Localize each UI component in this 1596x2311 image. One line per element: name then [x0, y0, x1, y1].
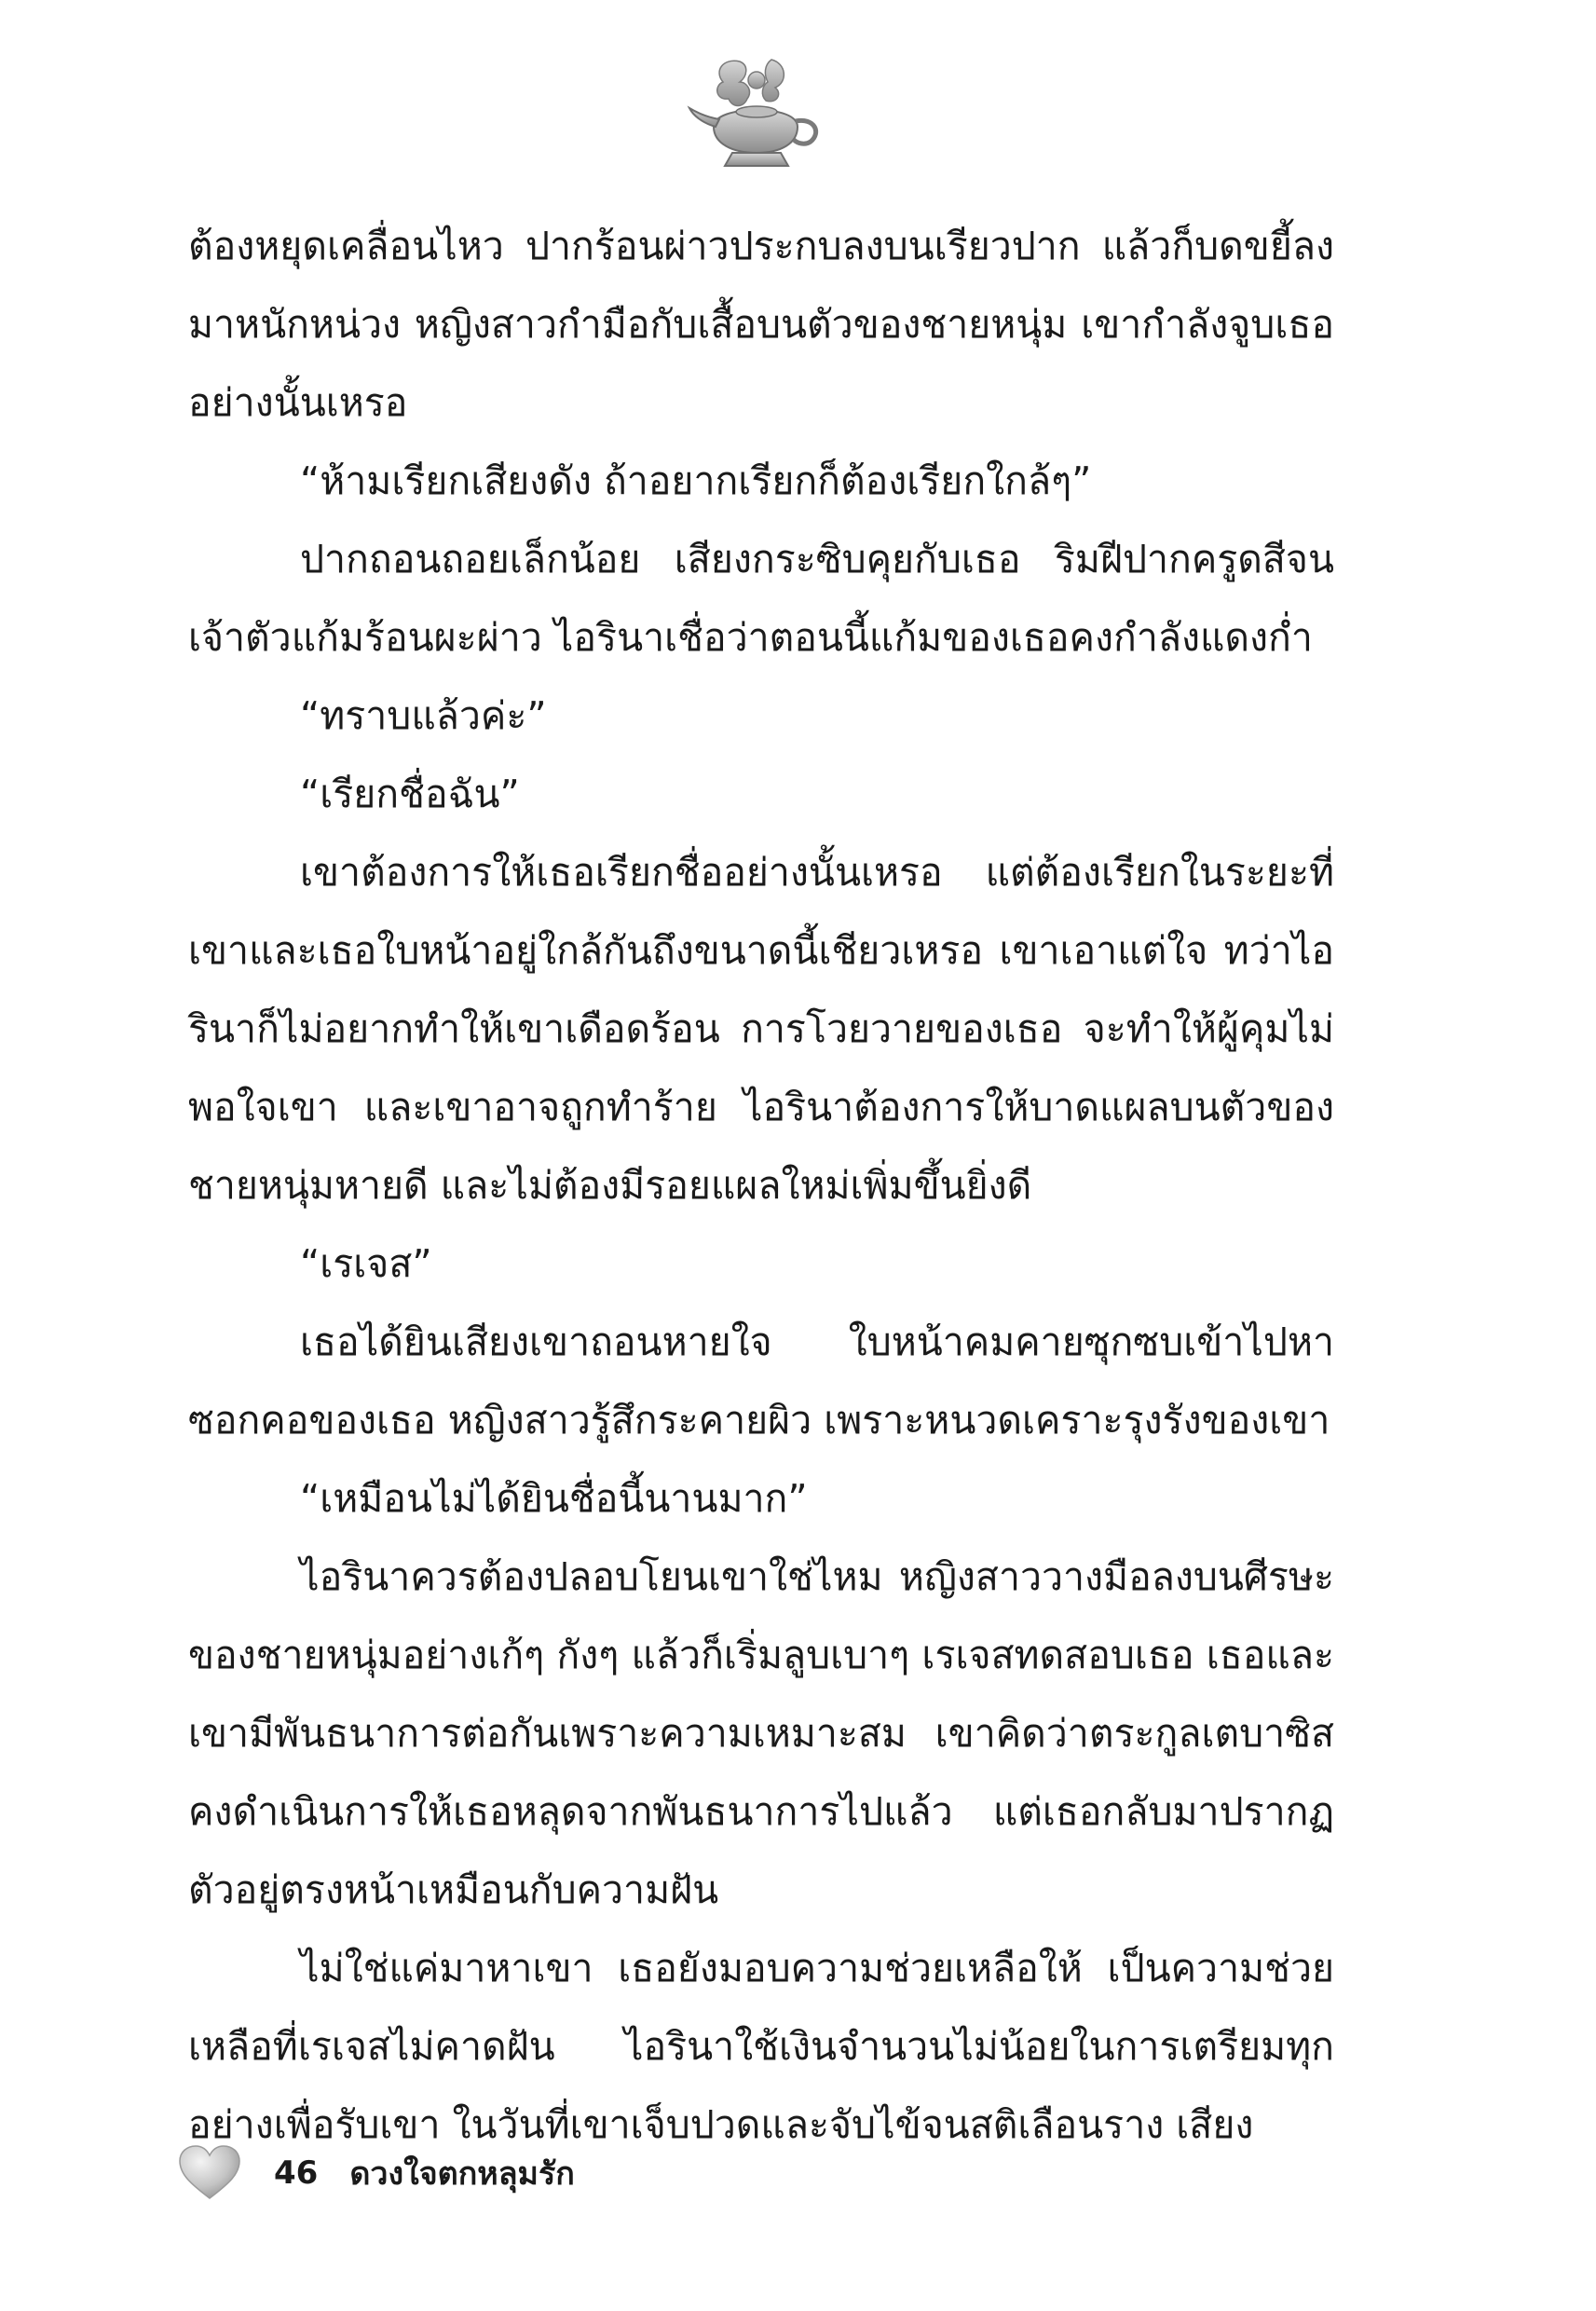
paragraph: ปากถอนถอยเล็กน้อย เสียงกระซิบคุยกับเธอ ริมฝีปากครูดสีจนเจ้าตัวแก้มร้อนผะผ่าว ไอรินาเชื่อว่าตอนนี้แก้มของเธอคงกำลังแดงก่ำ — [188, 537, 1334, 660]
book-title: ดวงใจตกหลุมรัก — [349, 2155, 575, 2193]
paragraph: “เหมือนไม่ได้ยินชื่อนี้นานมาก” — [300, 1476, 808, 1521]
paragraph: เขาต้องการให้เธอเรียกชื่ออย่างนั้นเหรอ แต่ต้องเรียกในระยะที่เขาและเธอใบหน้าอยู่ใกล้กันถึงขนาดนี้เชียวเหรอ เขาเอาแต่ใจ ทว่าไอรินาก็ไม่อยากทำให้เขาเดือดร้อน การโวยวายของเธอ จะทำให้ผู้คุมไม่พอใจเขา และเขาอาจถูกทำร้าย ไอรินาต้องการให้บาดแผลบนตัวของชายหนุ่มหายดี และไม่ต้องมีรอยแผลใหม่เพิ่มขึ้นยิ่งดี — [188, 850, 1334, 1208]
paragraph: ไม่ใช่แค่มาหาเขา เธอยังมอบความช่วยเหลือให้ เป็นความช่วยเหลือที่เรเจสไม่คาดฝัน ไอรินาใช้เงินจำนวนไม่น้อยในการเตรียมทุกอย่างเพื่อรับเขา ในวันที่เขาเจ็บปวดและจับไข้จนสติเลือนราง เสียง — [188, 1946, 1334, 2147]
page-number: 46 — [274, 2154, 319, 2192]
paragraph: “เรเจส” — [300, 1241, 432, 1286]
body-text — [188, 207, 1334, 2164]
paragraph: “ห้ามเรียกเสียงดัง ถ้าอยากเรียกก็ต้องเรียกใกล้ๆ” — [300, 458, 1092, 503]
teapot-cupid-ornament-icon — [686, 54, 825, 175]
paragraph: “เรียกชื่อฉัน” — [300, 772, 520, 816]
heart-icon — [177, 2144, 242, 2202]
paragraph: ไอรินาควรต้องปลอบโยนเขาใช่ไหม หญิงสาววางมือลงบนศีรษะของชายหนุ่มอย่างเก้ๆ กังๆ แล้วก็เริ่มลูบเบาๆ เรเจสทดสอบเธอ เธอและเขามีพันธนาการต่อกันเพราะความเหมาะสม เขาคิดว่าตระกูลเตบาซิสคงดำเนินการให้เธอหลุดจากพันธนาการไปแล้ว แต่เธอกลับมาปรากฏตัวอยู่ตรงหน้าเหมือนกับความฝัน — [188, 1554, 1334, 1912]
paragraph: เธอได้ยินเสียงเขาถอนหายใจ ใบหน้าคมคายซุกซบเข้าไปหาซอกคอของเธอ หญิงสาวรู้สึกระคายผิว เพราะหนวดเคราะรุงรังของเขา — [188, 1320, 1334, 1443]
page-footer — [177, 2143, 575, 2203]
paragraph: “ทราบแล้วค่ะ” — [300, 693, 547, 738]
paragraph: ต้องหยุดเคลื่อนไหว ปากร้อนผ่าวประกบลงบนเรียวปาก แล้วก็บดขยี้ลงมาหนักหน่วง หญิงสาวกำมือกับเสื้อบนตัวของชายหนุ่ม เขากำลังจูบเธออย่างนั้นเหรอ — [188, 224, 1334, 425]
